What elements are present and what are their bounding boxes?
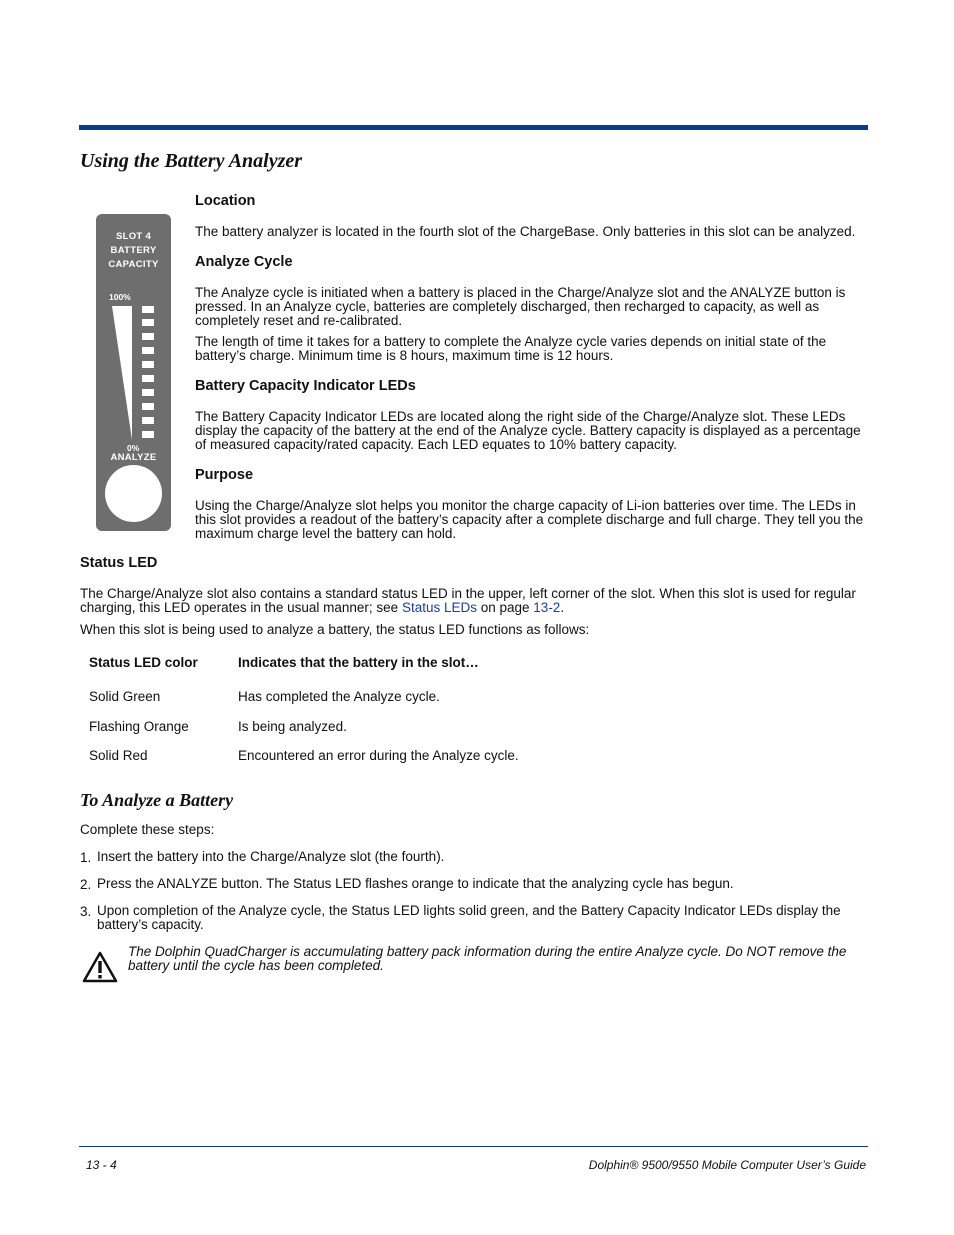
capacity-led-2 [142,417,154,424]
section-title: Using the Battery Analyzer [80,150,303,172]
table-row-2-meaning: Is being analyzed. [238,719,347,734]
location-text: The battery analyzer is located in the fourth slot of the ChargeBase. Only batteries in this slot can be analyzed. [195,224,856,239]
page-number: 13 - 4 [86,1158,117,1172]
header-rule [79,125,868,130]
guide-title: Dolphin® 9500/9550 Mobile Computer User’s Guide [588,1158,866,1172]
capacity-led-3 [142,403,154,410]
capacity-wedge-icon [112,306,134,441]
table-row-2-color: Flashing Orange [89,719,189,734]
status-led-paragraph-1 [80,587,866,615]
capacity-led-8 [142,333,154,340]
footer-rule [79,1146,868,1147]
empty-percent-label: 0% [127,443,140,453]
caution-icon [82,951,118,983]
purpose-heading: Purpose [195,467,254,483]
analyze-button-graphic [105,465,162,522]
step-2-text: Press the ANALYZE button. The Status LED flashes orange to indicate that the analyzing cycle has begun. [97,876,734,891]
slot-label: SLOT 4 [115,231,152,242]
procedure-intro: Complete these steps: [80,822,215,837]
capacity-led-6 [142,361,154,368]
step-3-text: Upon completion of the Analyze cycle, the Status LED lights solid green, and the Battery Capacity Indicator LEDs display the battery’s capacity. [97,903,841,932]
status-led-table [80,655,680,770]
capacity-led-10 [142,306,154,313]
capacity-led-4 [142,389,154,396]
step-1-text: Insert the battery into the Charge/Analyze slot (the fourth). [97,849,445,864]
capacity-label: CAPACITY [108,259,159,270]
capacity-leds-heading: Battery Capacity Indicator LEDs [195,378,416,394]
procedure-title: To Analyze a Battery [80,790,234,810]
location-heading: Location [195,193,256,209]
table-header-color: Status LED color [89,655,198,670]
table-row-3-color: Solid Red [89,748,148,763]
purpose-text: Using the Charge/Analyze slot helps you monitor the charge capacity of Li-ion batteries over time. The LEDs in this slot provides a readout of the battery’s capacity after a complete discharge and full charge. They tell you the maximum charge level the battery can hold. [195,498,864,541]
analyze-cycle-heading: Analyze Cycle [195,254,293,270]
analyze-cycle-paragraph-1: The Analyze cycle is initiated when a battery is placed in the Charge/Analyze slot and the ANALYZE button is pressed. In an Analyze cycle, batteries are completely discharged, then recharged to capacity, as well as completely reset and re-calibrated. [195,285,846,328]
step-2-number: 2. [80,877,92,892]
capacity-led-5 [142,375,154,382]
table-row-1-meaning: Has completed the Analyze cycle. [238,689,440,704]
status-led-text-mid: on page [476,600,534,615]
capacity-led-1 [142,431,154,438]
page-reference-link[interactable]: 13-2 [533,600,561,615]
battery-label: BATTERY [110,245,157,256]
capacity-leds-text: The Battery Capacity Indicator LEDs are located along the right side of the Charge/Analyze slot. These LEDs display the capacity of the battery at the end of the Analyze cycle. Battery capacity is displayed as a percentage of measured capacity/rated capacity. Each LED equates to 10% battery capacity. [195,409,861,452]
status-leds-link[interactable]: Status LEDs [401,600,477,615]
status-led-paragraph-2: When this slot is being used to analyze a battery, the status LED functions as follows: [80,622,590,637]
table-row-3-meaning: Encountered an error during the Analyze cycle. [238,748,519,763]
analyze-label: ANALYZE [110,452,157,463]
caution-note: The Dolphin QuadCharger is accumulating battery pack information during the entire Analyze cycle. Do NOT remove the battery until the cycle has been completed. [128,944,847,973]
battery-analyzer-slot-illustration [96,214,171,531]
status-led-heading: Status LED [80,555,158,571]
status-led-text-start: The Charge/Analyze slot also contains a standard status LED in the upper, left corner of the slot. When this slot is used for regular charging, this LED operates in the usual manner; see [80,586,856,615]
capacity-led-7 [142,347,154,354]
status-led-text-end: . [560,600,565,615]
step-3-number: 3. [80,904,92,919]
full-percent-label: 100% [109,292,131,302]
capacity-led-9 [142,319,154,326]
table-row-1-color: Solid Green [89,689,161,704]
analyze-cycle-paragraph-2: The length of time it takes for a battery to complete the Analyze cycle varies depends on initial state of the battery’s charge. Minimum time is 8 hours, maximum time is 12 hours. [195,334,827,363]
table-header-meaning: Indicates that the battery in the slot… [238,655,479,670]
step-1-number: 1. [80,850,92,865]
